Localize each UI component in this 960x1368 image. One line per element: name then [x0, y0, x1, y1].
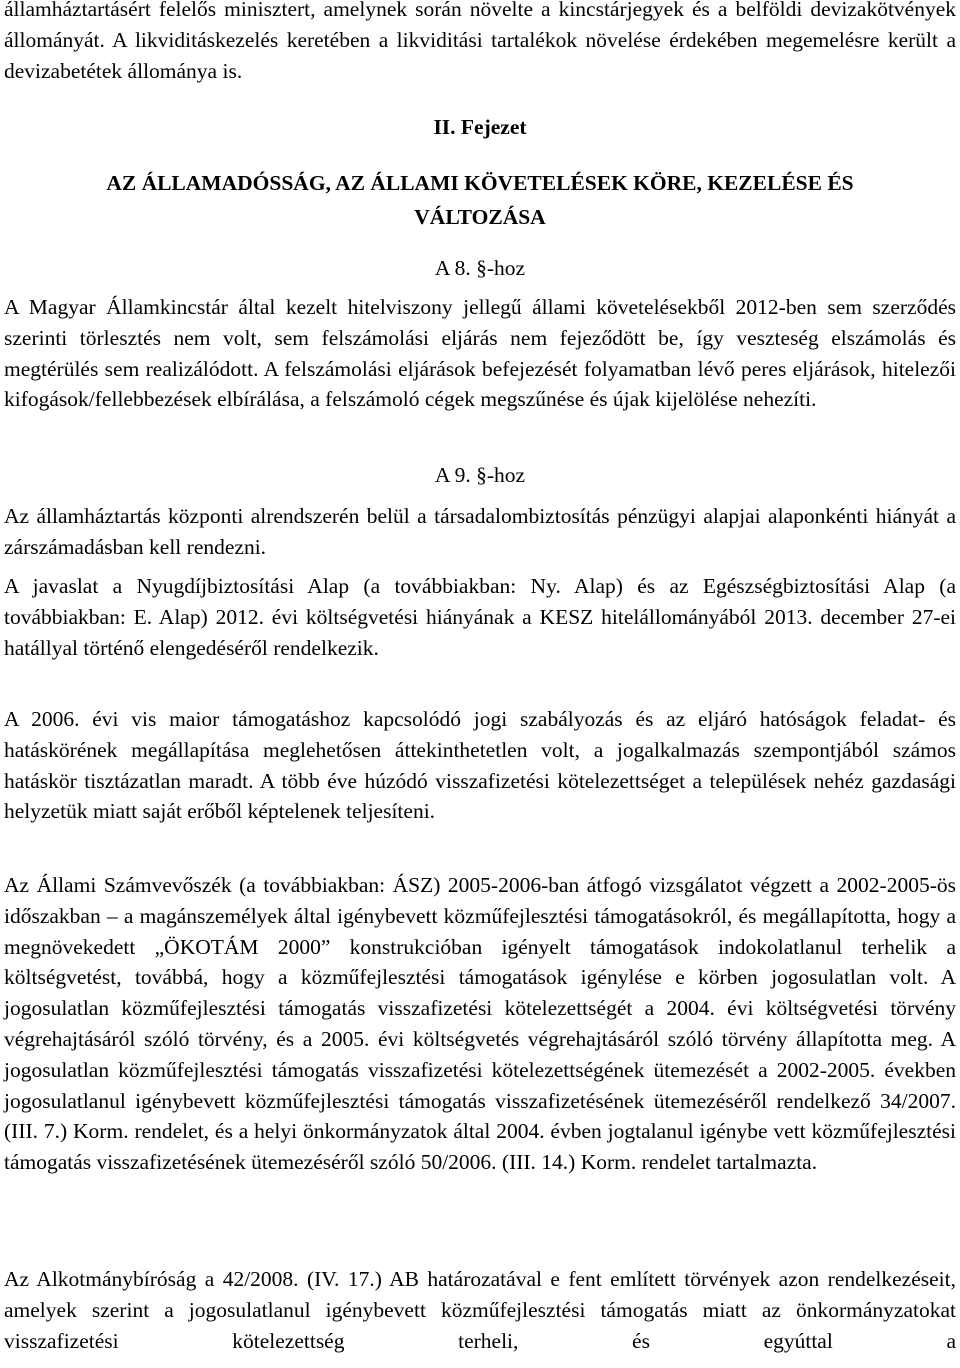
chapter-title-line-2: VÁLTOZÁSA — [414, 205, 546, 229]
intro-paragraph: államháztartásért felelős minisztert, amelynek során növelte a kincstárjegyek és a belföldi devizakötvények állományát. A likviditáskezelés keretében a likviditási tartalékok növelése érdekében megemelésre került a devizabetétek állománya is. — [4, 0, 956, 83]
section-9-paragraph-2: A javaslat a Nyugdíjbiztosítási Alap (a továbbiakban: Ny. Alap) és az Egészségbiztosítási Alap (a továbbiakban: E. Alap) 2012. évi költségvetési hiányának a KESZ hitelállományából 2013. december 27-ei hatállyal történő elengedéséről rendelkezik. — [4, 574, 956, 660]
section-9-heading: A 9. §-hoz — [434, 463, 526, 487]
section-8-paragraph: A Magyar Államkincstár által kezelt hitelviszony jellegű állami követelésekből 2012-ben sem szerződés szerinti törlesztés nem volt, sem felszámolási eljárás nem fejeződött be, így veszteség elszámolás és megtérülés sem realizálódott. A felszámolási eljárások befejezését folyamatban lévő peres eljárások, hitelezői kifogások/fellebbezések elbírálása, a felszámoló cégek megszűnése és újak kijelölése nehezíti. — [4, 295, 956, 412]
chapter-title — [4, 166, 956, 234]
section-8-heading: A 8. §-hoz — [434, 256, 526, 280]
section-9-paragraph-4: Az Állami Számvevőszék (a továbbiakban: ÁSZ) 2005-2006-ban átfogó vizsgálatot végzett a 2002-2005-ös időszakban – a magánszemélyek által igénybevett közműfejlesztési támogatásokról, és megállapította, hogy a megnövekedett „ÖKOTÁM 2000” konstrukcióban igényelt támogatások indokolatlanul terhelik a költségvetést, továbbá, hogy a közműfejlesztési támogatások igénylése e körben jogosulatlan volt. A jogosulatlan közműfejlesztési támogatás visszafizetési kötelezettségét a 2004. évi költségvetési törvény végrehajtásáról szóló törvény, és a 2005. évi költségvetés végrehajtásáról szóló törvény állapította meg. A jogosulatlan közműfejlesztési támogatás visszafizetési kötelezettségének ütemezését a 2002-2005. években jogosulatlanul igénybevett közműfejlesztési támogatás visszafizetésének ütemezéséről rendelkező 34/2007. (III. 7.) Korm. rendelet, és a helyi önkormányzatok által 2004. évben jogtalanul igénybe vett közműfejlesztési támogatás visszafizetésének ütemezéséről szóló 50/2006. (III. 14.) Korm. rendelet tartalmazta. — [4, 873, 956, 1175]
chapter-number: II. Fejezet — [433, 115, 527, 139]
section-9-paragraph-1: Az államháztartás központi alrendszerén belül a társadalombiztosítás pénzügyi alapjai alaponkénti hiányát a zárszámadásban kell rendezni. — [4, 504, 956, 559]
chapter-title-line-1: AZ ÁLLAMADÓSSÁG, AZ ÁLLAMI KÖVETELÉSEK KÖRE, KEZELÉSE ÉS — [106, 171, 854, 195]
section-9-paragraph-5: Az Alkotmánybíróság a 42/2008. (IV. 17.) AB határozatával e fent említett törvények azon rendelkezéseit, amelyek szerint a jogosulatlanul igénybevett közműfejlesztési támogatás miatt az önkormányzatokat visszafizetési kötelezettség terheli, és egyúttal a — [4, 1267, 956, 1353]
section-9-paragraph-3: A 2006. évi vis maior támogatáshoz kapcsolódó jogi szabályozás és az eljáró hatóságok feladat- és hatáskörének megállapítása meglehetősen áttekinthetetlen volt, a jogalkalmazás szempontjából számos hatáskör tisztázatlan maradt. A több éve húzódó visszafizetési kötelezettséget a települések nehéz gazdasági helyzetük miatt saját erőből képtelenek teljesíteni. — [4, 707, 956, 824]
